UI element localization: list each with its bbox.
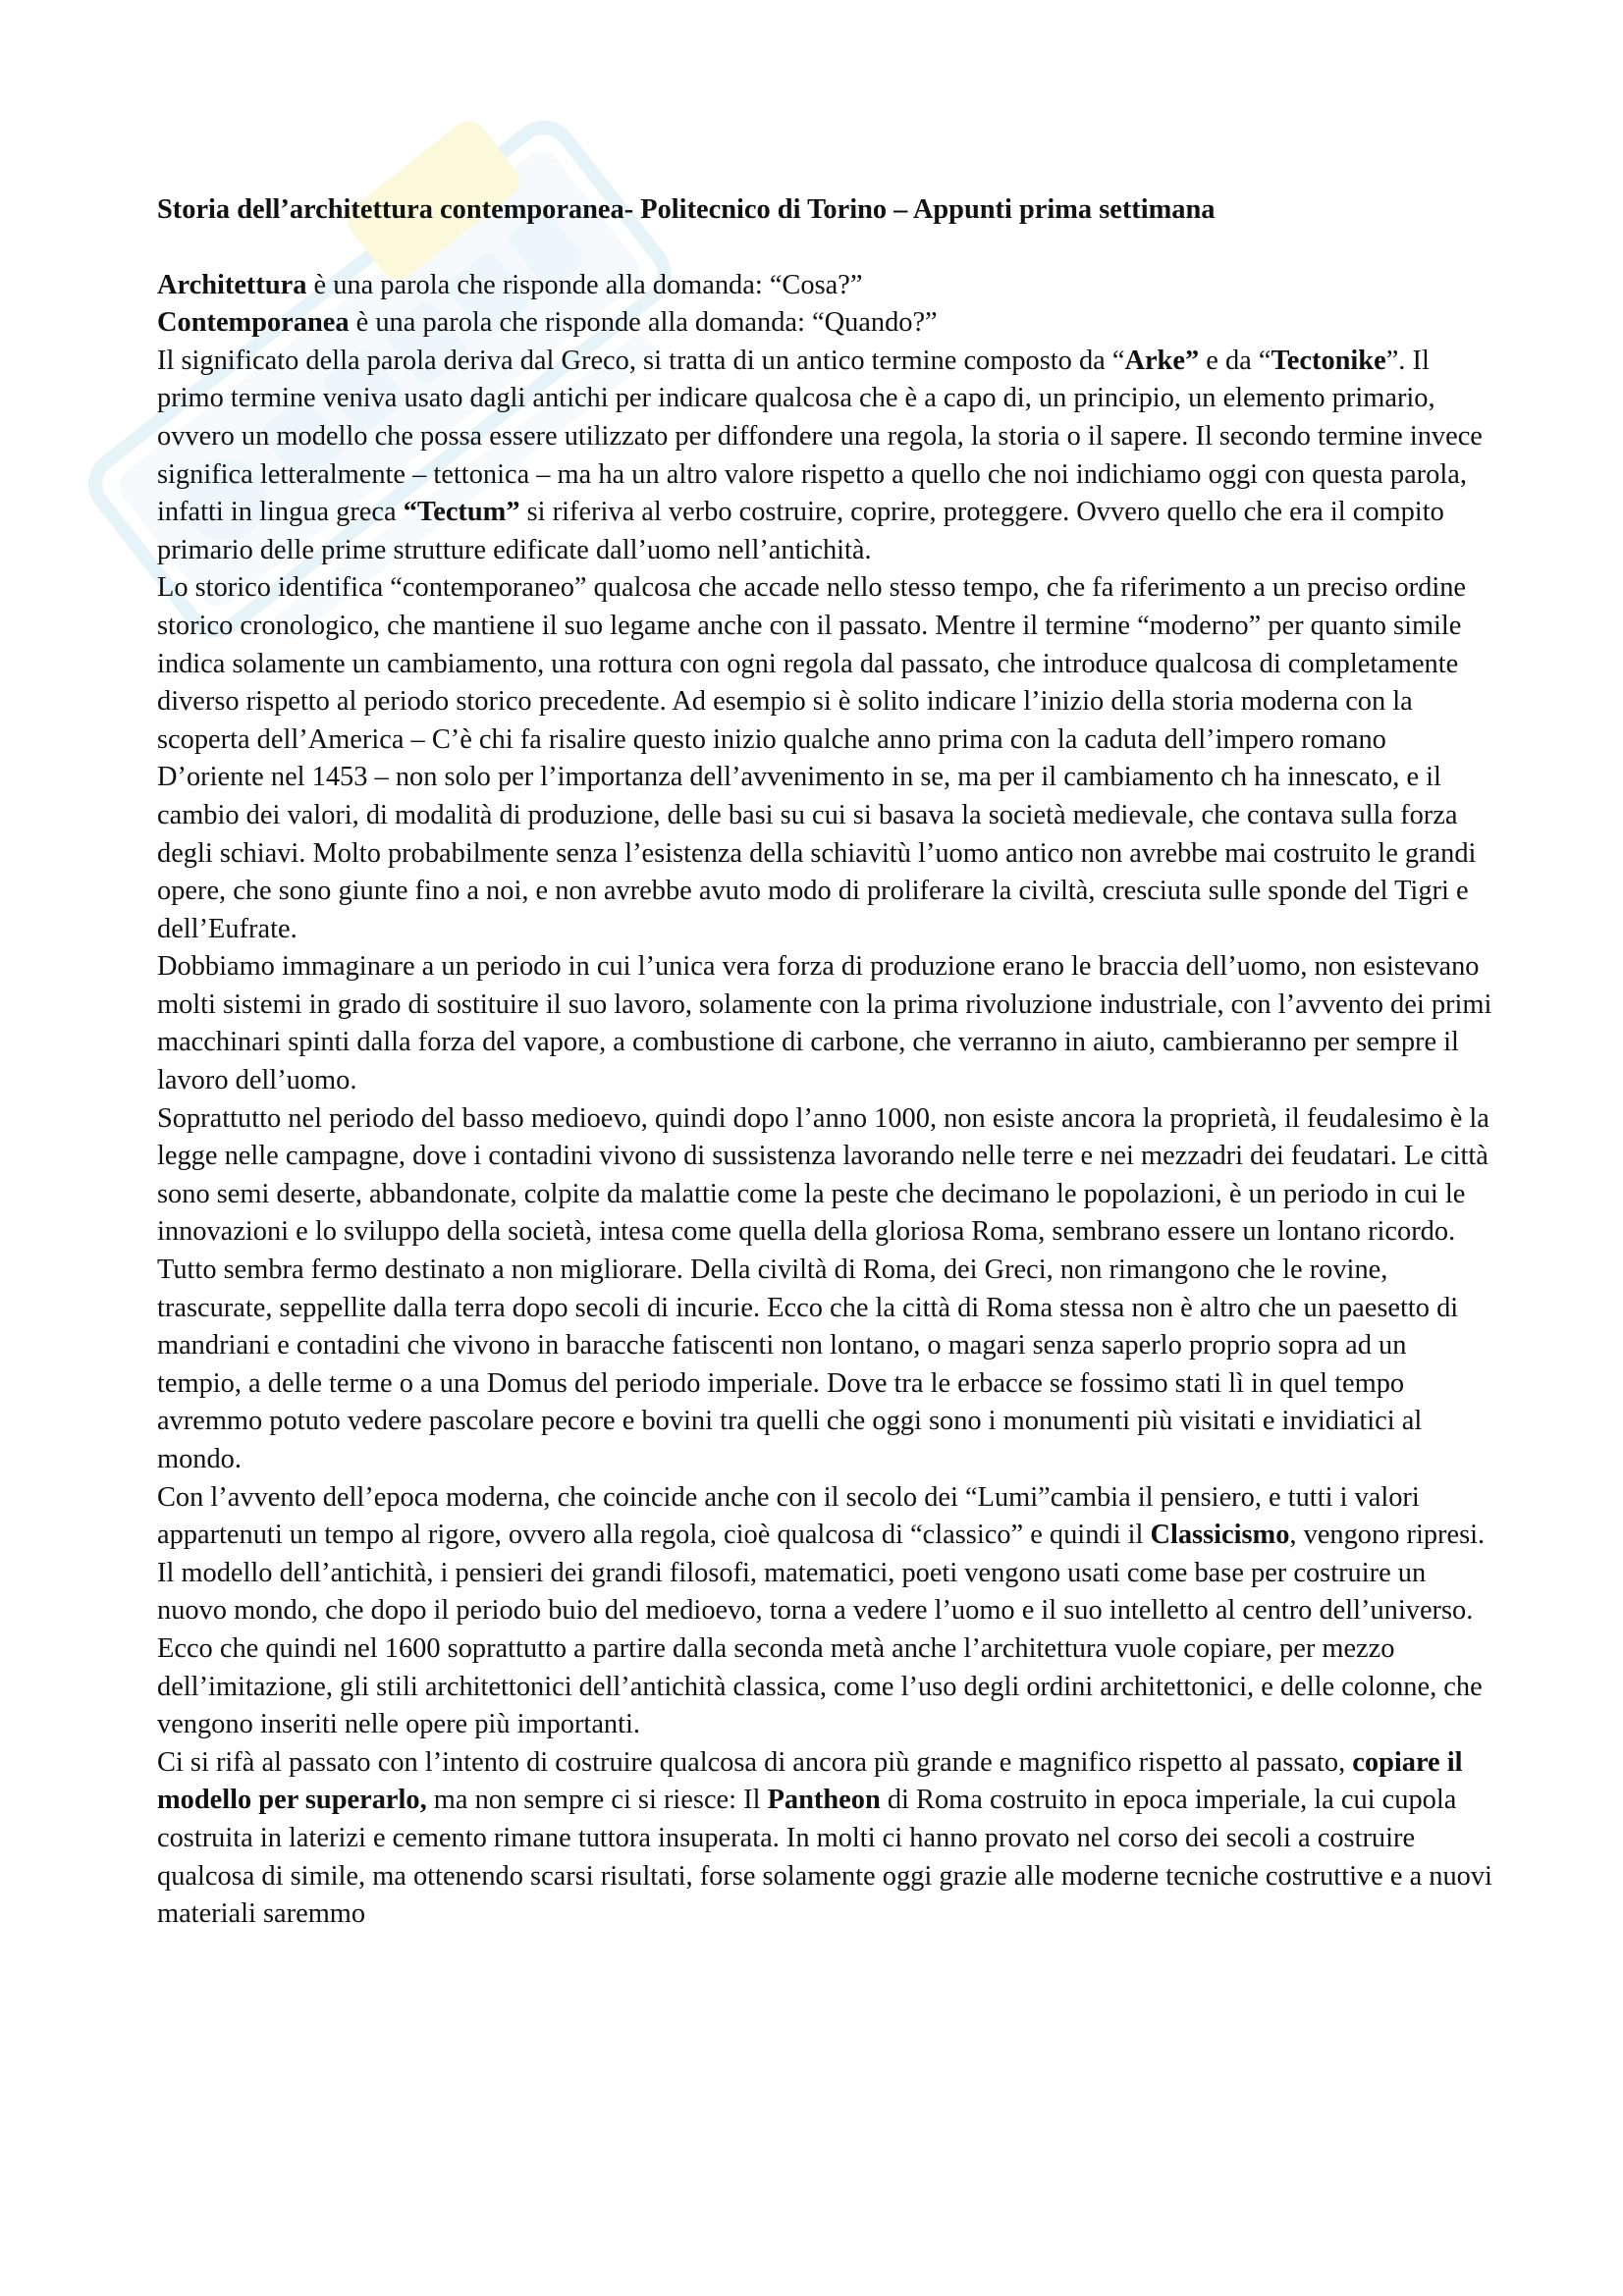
term-tectonike: Tectonike bbox=[1271, 345, 1386, 376]
paragraph-architettura: Architettura è una parola che risponde alla domanda: “Cosa?” bbox=[157, 269, 863, 300]
paragraph-forza-produzione: Dobbiamo immaginare a un periodo in cui l’unica vera forza di produzione erano le braccia dell’uomo, non esistevano molti sistemi in grado di sostituire il suo lavoro, solamente con la prima rivoluzione industriale, con l’avvento dei primi macchinari spinti dalla forza del vapore, a combustione di carbone, che verranno in aiuto, cambieranno per sempre il lavoro dell’uomo. bbox=[157, 951, 1492, 1096]
paragraph-contemporaneo-moderno: Lo storico identifica “contemporaneo” qualcosa che accade nello stesso tempo, che fa riferimento a un preciso ordine storico cronologico, che mantiene il suo legame anche con il passato. Mentre il termine “moderno” per quanto simile indica solamente un cambiamento, una rottura con ogni regola dal passato, che introduce qualcosa di completamente diverso rispetto al periodo storico precedente. Ad esempio si è solito indicare l’inizio della storia moderna con la scoperta dell’America – C’è chi fa risalire questo inizio qualche anno prima con la caduta dell’impero romano D’oriente nel 1453 – non solo per l’importanza dell’avvenimento in se, ma per il cambiamento ch ha innescato, e il cambio dei valori, di modalità di produzione, delle basi su cui si basava la società medievale, che contava sulla forza degli schiavi. Molto probabilmente senza l’esistenza della schiavitù l’uomo antico non avrebbe mai costruito le grandi opere, che sono giunte fino a noi, e non avrebbe avuto modo di proliferare la civiltà, cresciuta sulle sponde del Tigri e dell’Eufrate. bbox=[157, 572, 1477, 944]
term-copiare-modello: copiare il modello per superarlo, bbox=[157, 1746, 1463, 1816]
document-body bbox=[157, 191, 1492, 1934]
paragraph-etymology: Il significato della parola deriva dal Greco, si tratta di un antico termine composto da “Arke” e da “Tectonike”. Il primo termine veniva usato dagli antichi per indicare qualcosa che è a capo di, un principio, un elemento primario, ovvero un modello che possa essere utilizzato per diffondere una regola, la storia o il sapere. Il secondo termine invece significa letteralmente – tettonica – ma ha un altro valore rispetto a quello che noi indichiamo oggi con questa parola, infatti in lingua greca “Tectum” si riferiva al verbo costruire, coprire, proteggere. Ovvero quello che era il compito primario delle prime strutture edificate dall’uomo nell’antichità. bbox=[157, 345, 1483, 565]
paragraph-roma: Tutto sembra fermo destinato a non migliorare. Della civiltà di Roma, dei Greci, non rimangono che le rovine, trascurate, seppellite dalla terra dopo secoli di incurie. Ecco che la città di Roma stessa non è altro che un paesetto di mandriani e contadini che vivono in baracche fatiscenti non lontano, o magari senza saperlo proprio sopra ad un tempio, a delle terme o a una Domus del periodo imperiale. Dove tra le erbacce se fossimo stati lì in quel tempo avremmo potuto vedere pascolare pecore e bovini tra quelli che oggi sono i monumenti più visitati e invidiatici al mondo. bbox=[157, 1255, 1459, 1474]
term-tectum: “Tectum” bbox=[403, 497, 520, 528]
term-classicismo: Classicismo bbox=[1150, 1520, 1290, 1551]
paragraph-pantheon: Ci si rifà al passato con l’intento di costruire qualcosa di ancora più grande e magnifico rispetto al passato, copiare il modello per superarlo, ma non sempre ci si riesce: Il Pantheon di Roma costruito in epoca imperiale, la cui cupola costruita in laterizi e cemento rimane tuttora insuperata. In molti ci hanno provato nel corso dei secoli a costruire qualcosa di simile, ma ottenendo scarsi risultati, forse solamente oggi grazie alle moderne tecniche costruttive e a nuovi materiali saremmo bbox=[157, 1746, 1492, 1930]
paragraph-epoca-moderna: Con l’avvento dell’epoca moderna, che coincide anche con il secolo dei “Lumi”cambia il pensiero, e tutti i valori appartenuti un tempo al rigore, ovvero alla regola, cioè qualcosa di “classico” e quindi il Classicismo, vengono ripresi. Il modello dell’antichità, i pensieri dei grandi filosofi, matematici, poeti vengono usati come base per costruire un nuovo mondo, che dopo il periodo buio del medioevo, torna a vedere l’uomo e il suo intelletto al centro dell’universo. bbox=[157, 1481, 1486, 1627]
document-title: Storia dell’architettura contemporanea- Politecnico di Torino – Appunti prima settimana bbox=[157, 194, 1216, 225]
term-pantheon: Pantheon bbox=[767, 1785, 881, 1816]
term-contemporanea: Contemporanea bbox=[157, 307, 350, 339]
paragraph-1600: Ecco che quindi nel 1600 soprattutto a partire dalla seconda metà anche l’architettura vuole copiare, per mezzo dell’imitazione, gli stili architettonici dell’antichità classica, come l’uso degli ordini architettonici, e delle colonne, che vengono inseriti nelle opere più importanti. bbox=[157, 1632, 1483, 1740]
term-architettura: Architettura bbox=[157, 269, 307, 300]
term-arke: Arke” bbox=[1124, 345, 1200, 376]
paragraph-contemporanea: Contemporanea è una parola che risponde alla domanda: “Quando?” bbox=[157, 307, 938, 339]
paragraph-medioevo: Soprattutto nel periodo del basso medioevo, quindi dopo l’anno 1000, non esiste ancora la proprietà, il feudalesimo è la legge nelle campagne, dove i contadini vivono di sussistenza lavorando nelle terre e nei mezzadri dei feudatari. Le città sono semi deserte, abbandonate, colpite da malattie come la peste che decimano le popolazioni, è un periodo in cui le innovazioni e lo sviluppo della società, intesa come quella della gloriosa Roma, sembrano essere un lontano ricordo. bbox=[157, 1102, 1489, 1248]
